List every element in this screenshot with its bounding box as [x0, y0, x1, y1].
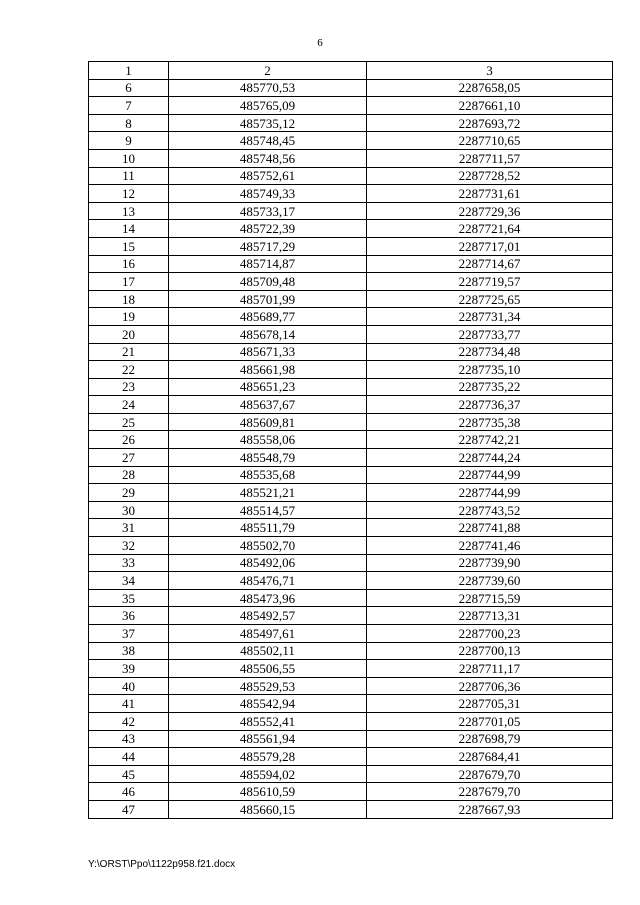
table-row [89, 378, 613, 396]
y-coordinate-cell: 2287735,10 [367, 361, 613, 379]
x-coordinate-cell: 485497,61 [169, 625, 367, 643]
x-coordinate-cell: 485492,57 [169, 607, 367, 625]
y-coordinate-cell: 2287744,99 [367, 484, 613, 502]
point-number-cell: 37 [89, 625, 169, 643]
table-row [89, 712, 613, 730]
table-row [89, 185, 613, 203]
document-file-path: Y:\ORST\Ppo\1122p958.f21.docx [88, 859, 236, 870]
x-coordinate-cell: 485678,14 [169, 325, 367, 343]
table-row [89, 800, 613, 818]
point-number-cell: 46 [89, 783, 169, 801]
x-coordinate-cell: 485542,94 [169, 695, 367, 713]
table-row [89, 660, 613, 678]
x-coordinate-cell: 485637,67 [169, 396, 367, 414]
x-coordinate-cell: 485502,11 [169, 642, 367, 660]
x-coordinate-cell: 485733,17 [169, 202, 367, 220]
table-row [89, 677, 613, 695]
table-body [89, 79, 613, 818]
x-coordinate-cell: 485701,99 [169, 290, 367, 308]
point-number-cell: 14 [89, 220, 169, 238]
point-number-cell: 13 [89, 202, 169, 220]
table-row [89, 607, 613, 625]
point-number-cell: 19 [89, 308, 169, 326]
y-coordinate-cell: 2287715,59 [367, 589, 613, 607]
y-coordinate-cell: 2287719,57 [367, 273, 613, 291]
y-coordinate-cell: 2287744,99 [367, 466, 613, 484]
point-number-cell: 22 [89, 361, 169, 379]
y-coordinate-cell: 2287739,90 [367, 554, 613, 572]
point-number-cell: 10 [89, 149, 169, 167]
y-coordinate-cell: 2287706,36 [367, 677, 613, 695]
point-number-cell: 26 [89, 431, 169, 449]
table-row [89, 290, 613, 308]
y-coordinate-cell: 2287735,38 [367, 413, 613, 431]
table-row [89, 519, 613, 537]
x-coordinate-cell: 485558,06 [169, 431, 367, 449]
x-coordinate-cell: 485514,57 [169, 501, 367, 519]
point-number-cell: 40 [89, 677, 169, 695]
y-coordinate-cell: 2287700,13 [367, 642, 613, 660]
x-coordinate-cell: 485660,15 [169, 800, 367, 818]
point-number-cell: 6 [89, 79, 169, 97]
table-row [89, 273, 613, 291]
x-coordinate-cell: 485473,96 [169, 589, 367, 607]
x-coordinate-cell: 485521,21 [169, 484, 367, 502]
point-number-cell: 28 [89, 466, 169, 484]
point-number-cell: 34 [89, 572, 169, 590]
table-row [89, 572, 613, 590]
point-number-cell: 23 [89, 378, 169, 396]
table-row [89, 537, 613, 555]
y-coordinate-cell: 2287741,46 [367, 537, 613, 555]
y-coordinate-cell: 2287713,31 [367, 607, 613, 625]
x-coordinate-cell: 485502,70 [169, 537, 367, 555]
x-coordinate-cell: 485770,53 [169, 79, 367, 97]
table-row [89, 765, 613, 783]
x-coordinate-cell: 485651,23 [169, 378, 367, 396]
point-number-cell: 27 [89, 449, 169, 467]
y-coordinate-cell: 2287667,93 [367, 800, 613, 818]
table-row [89, 79, 613, 97]
x-coordinate-cell: 485529,53 [169, 677, 367, 695]
point-number-cell: 12 [89, 185, 169, 203]
x-coordinate-cell: 485748,56 [169, 149, 367, 167]
table-row [89, 114, 613, 132]
table-row [89, 343, 613, 361]
table-row [89, 449, 613, 467]
table-header-row [89, 62, 613, 80]
point-number-cell: 25 [89, 413, 169, 431]
x-coordinate-cell: 485714,87 [169, 255, 367, 273]
point-number-cell: 32 [89, 537, 169, 555]
y-coordinate-cell: 2287735,22 [367, 378, 613, 396]
x-coordinate-cell: 485709,48 [169, 273, 367, 291]
x-coordinate-cell: 485735,12 [169, 114, 367, 132]
coordinates-table [88, 61, 613, 819]
column-header: 1 [89, 62, 169, 80]
table-row [89, 783, 613, 801]
x-coordinate-cell: 485476,71 [169, 572, 367, 590]
point-number-cell: 15 [89, 237, 169, 255]
y-coordinate-cell: 2287744,24 [367, 449, 613, 467]
table-row [89, 220, 613, 238]
y-coordinate-cell: 2287736,37 [367, 396, 613, 414]
y-coordinate-cell: 2287693,72 [367, 114, 613, 132]
y-coordinate-cell: 2287710,65 [367, 132, 613, 150]
x-coordinate-cell: 485671,33 [169, 343, 367, 361]
x-coordinate-cell: 485561,94 [169, 730, 367, 748]
table-row [89, 431, 613, 449]
point-number-cell: 39 [89, 660, 169, 678]
y-coordinate-cell: 2287661,10 [367, 97, 613, 115]
point-number-cell: 20 [89, 325, 169, 343]
column-header: 2 [169, 62, 367, 80]
point-number-cell: 29 [89, 484, 169, 502]
x-coordinate-cell: 485535,68 [169, 466, 367, 484]
table-row [89, 149, 613, 167]
y-coordinate-cell: 2287743,52 [367, 501, 613, 519]
x-coordinate-cell: 485689,77 [169, 308, 367, 326]
point-number-cell: 17 [89, 273, 169, 291]
point-number-cell: 8 [89, 114, 169, 132]
x-coordinate-cell: 485752,61 [169, 167, 367, 185]
x-coordinate-cell: 485717,29 [169, 237, 367, 255]
point-number-cell: 45 [89, 765, 169, 783]
x-coordinate-cell: 485492,06 [169, 554, 367, 572]
table-row [89, 132, 613, 150]
y-coordinate-cell: 2287739,60 [367, 572, 613, 590]
table-row [89, 466, 613, 484]
table-row [89, 484, 613, 502]
x-coordinate-cell: 485506,55 [169, 660, 367, 678]
table-row [89, 695, 613, 713]
y-coordinate-cell: 2287701,05 [367, 712, 613, 730]
y-coordinate-cell: 2287725,65 [367, 290, 613, 308]
y-coordinate-cell: 2287734,48 [367, 343, 613, 361]
point-number-cell: 18 [89, 290, 169, 308]
point-number-cell: 36 [89, 607, 169, 625]
table-row [89, 308, 613, 326]
x-coordinate-cell: 485748,45 [169, 132, 367, 150]
x-coordinate-cell: 485511,79 [169, 519, 367, 537]
y-coordinate-cell: 2287714,67 [367, 255, 613, 273]
y-coordinate-cell: 2287717,01 [367, 237, 613, 255]
x-coordinate-cell: 485610,59 [169, 783, 367, 801]
table-row [89, 589, 613, 607]
table-row [89, 237, 613, 255]
y-coordinate-cell: 2287742,21 [367, 431, 613, 449]
point-number-cell: 7 [89, 97, 169, 115]
point-number-cell: 9 [89, 132, 169, 150]
y-coordinate-cell: 2287728,52 [367, 167, 613, 185]
column-header: 3 [367, 62, 613, 80]
x-coordinate-cell: 485722,39 [169, 220, 367, 238]
y-coordinate-cell: 2287731,61 [367, 185, 613, 203]
y-coordinate-cell: 2287741,88 [367, 519, 613, 537]
table-row [89, 361, 613, 379]
table-row [89, 396, 613, 414]
point-number-cell: 42 [89, 712, 169, 730]
page-number: 6 [317, 37, 323, 49]
point-number-cell: 35 [89, 589, 169, 607]
x-coordinate-cell: 485749,33 [169, 185, 367, 203]
table-row [89, 642, 613, 660]
y-coordinate-cell: 2287679,70 [367, 765, 613, 783]
table-row [89, 255, 613, 273]
x-coordinate-cell: 485579,28 [169, 748, 367, 766]
y-coordinate-cell: 2287658,05 [367, 79, 613, 97]
point-number-cell: 16 [89, 255, 169, 273]
point-number-cell: 38 [89, 642, 169, 660]
point-number-cell: 31 [89, 519, 169, 537]
y-coordinate-cell: 2287733,77 [367, 325, 613, 343]
table-row [89, 554, 613, 572]
y-coordinate-cell: 2287684,41 [367, 748, 613, 766]
table-row [89, 748, 613, 766]
table-row [89, 413, 613, 431]
x-coordinate-cell: 485661,98 [169, 361, 367, 379]
point-number-cell: 30 [89, 501, 169, 519]
point-number-cell: 43 [89, 730, 169, 748]
y-coordinate-cell: 2287679,70 [367, 783, 613, 801]
table-row [89, 625, 613, 643]
point-number-cell: 44 [89, 748, 169, 766]
x-coordinate-cell: 485594,02 [169, 765, 367, 783]
x-coordinate-cell: 485765,09 [169, 97, 367, 115]
point-number-cell: 47 [89, 800, 169, 818]
y-coordinate-cell: 2287698,79 [367, 730, 613, 748]
point-number-cell: 21 [89, 343, 169, 361]
table-row [89, 730, 613, 748]
table-row [89, 167, 613, 185]
x-coordinate-cell: 485552,41 [169, 712, 367, 730]
point-number-cell: 41 [89, 695, 169, 713]
table-row [89, 202, 613, 220]
table-row [89, 501, 613, 519]
table-row [89, 325, 613, 343]
y-coordinate-cell: 2287721,64 [367, 220, 613, 238]
point-number-cell: 11 [89, 167, 169, 185]
point-number-cell: 33 [89, 554, 169, 572]
y-coordinate-cell: 2287711,17 [367, 660, 613, 678]
y-coordinate-cell: 2287729,36 [367, 202, 613, 220]
y-coordinate-cell: 2287700,23 [367, 625, 613, 643]
point-number-cell: 24 [89, 396, 169, 414]
x-coordinate-cell: 485609,81 [169, 413, 367, 431]
x-coordinate-cell: 485548,79 [169, 449, 367, 467]
y-coordinate-cell: 2287705,31 [367, 695, 613, 713]
table-row [89, 97, 613, 115]
y-coordinate-cell: 2287731,34 [367, 308, 613, 326]
y-coordinate-cell: 2287711,57 [367, 149, 613, 167]
